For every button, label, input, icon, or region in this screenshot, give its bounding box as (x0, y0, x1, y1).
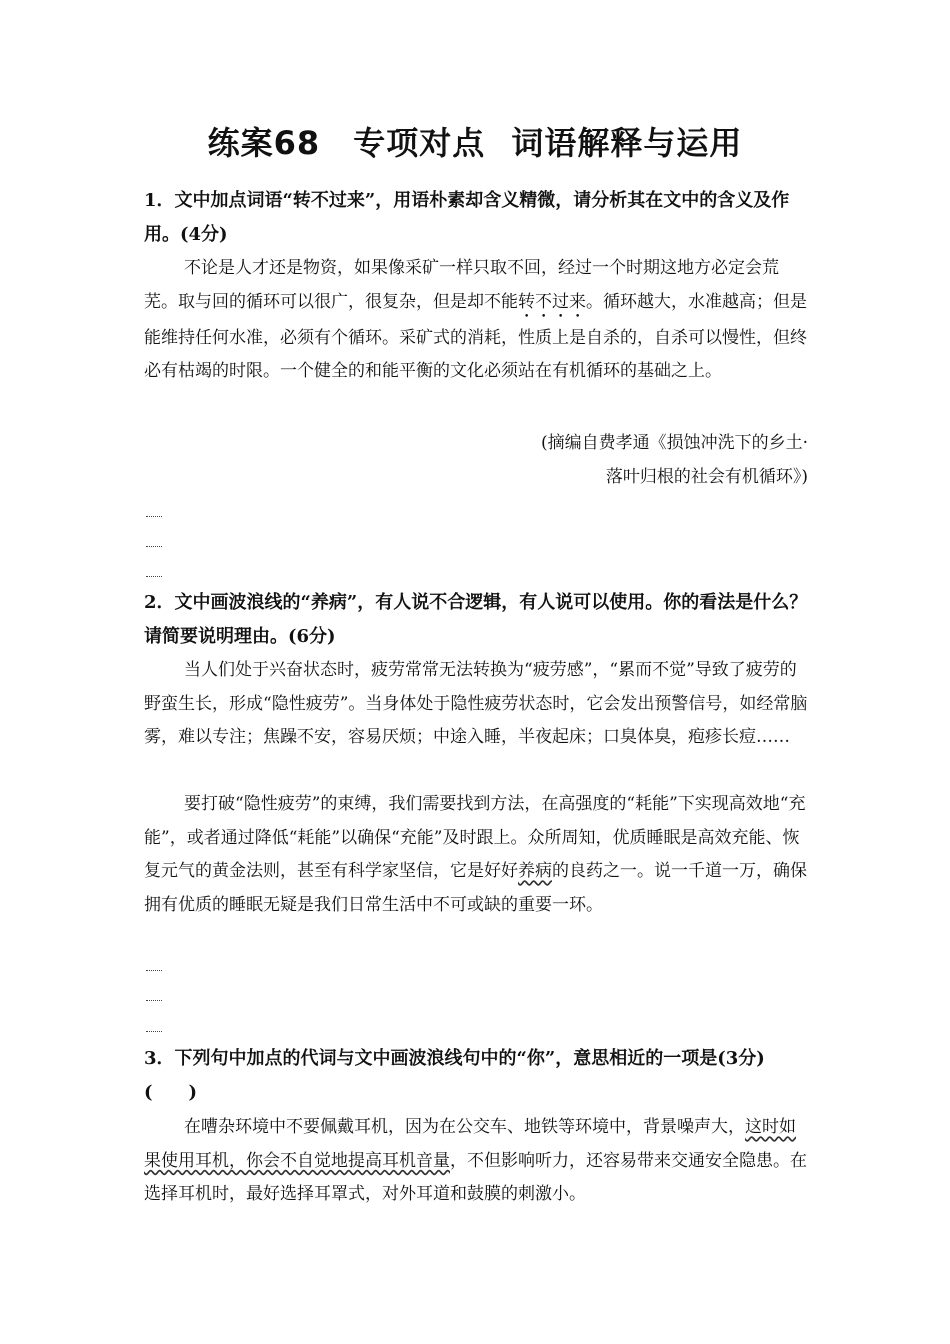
wavy-underlined-sentence: 这时如果使用耳机，你会不自觉地提高耳机音量 (144, 1117, 796, 1171)
answer-line[interactable] (146, 1000, 162, 1001)
passage-text: 。循环越大，水准越高；但是能维持任何水准，必须有个循环。采矿式的消耗，性质上是自杀的，自杀可以慢性，但终必有枯竭的时限。一个健全的和能平衡的文化必须站在有机循环的基础之上。 (144, 291, 807, 381)
source-citation-line-2: 落叶归根的社会有机循环》) (605, 467, 808, 487)
answer-line[interactable] (146, 576, 162, 577)
question-2-prompt: 2．文中画波浪线的“养病”，有人说不合逻辑，有人说可以使用。你的看法是什么？请简要说明理由。(6分) (144, 592, 808, 647)
answer-line[interactable] (146, 516, 162, 517)
source-citation-line-1: (摘编自费孝通《损蚀冲洗下的乡土· (540, 433, 808, 453)
question-1-prompt: 1．文中加点词语“转不过来”，用语朴素却含义精微，请分析其在文中的含义及作用。(4分) (144, 190, 790, 245)
dotted-term: 转不过来 (518, 291, 586, 312)
page-title: 练案68 专项对点 词语解释与运用 (207, 124, 743, 162)
passage-text: ，不但影响听力，还容易带来交通安全隐患。在选择耳机时，最好选择耳罩式，对外耳道和鼓膜的刺激小。 (144, 1150, 807, 1204)
passage-text: 在嘈杂环境中不要佩戴耳机，因为在公交车、地铁等环境中，背景噪声大， (184, 1117, 745, 1137)
passage-text: 的良药之一。说一千道一万，确保拥有优质的睡眠无疑是我们日常生活中不可或缺的重要一环。 (144, 861, 807, 915)
answer-line[interactable] (146, 970, 162, 971)
answer-line[interactable] (146, 1031, 162, 1032)
passage-text: 要打破“隐性疲劳”的束缚，我们需要找到方法，在高强度的“耗能”下实现高效地“充能”，或者通过降低“耗能”以确保“充能”及时跟上。众所周知，优质睡眠是高效充能、恢复元气的黄金法则，甚至有科学家坚信，它是好好 (144, 794, 806, 881)
question-2-paragraph-1: 当人们处于兴奋状态时，疲劳常常无法转换为“疲劳感”，“累而不觉”导致了疲劳的野蛮生长，形成“隐性疲劳”。当身体处于隐性疲劳状态时，它会发出预警信号，如经常脑雾，难以专注；焦躁不安，容易厌烦；中途入睡，半夜起床；口臭体臭，疱疹长痘…… (144, 660, 808, 747)
question-1-passage (144, 252, 808, 389)
question-3-prompt: 3．下列句中加点的代词与文中画波浪线句中的“你”，意思相近的一项是(3分)( ) (144, 1048, 765, 1103)
question-3-passage (144, 1111, 808, 1212)
answer-line[interactable] (146, 546, 162, 547)
question-2-paragraph-2 (144, 788, 808, 922)
passage-text: 不论是人才还是物资，如果像采矿一样只取不回，经过一个时期这地方必定会荒芜。取与回的循环可以很广，很复杂，但是却不能 (144, 258, 779, 312)
wavy-underlined-term: 养病 (518, 861, 552, 881)
